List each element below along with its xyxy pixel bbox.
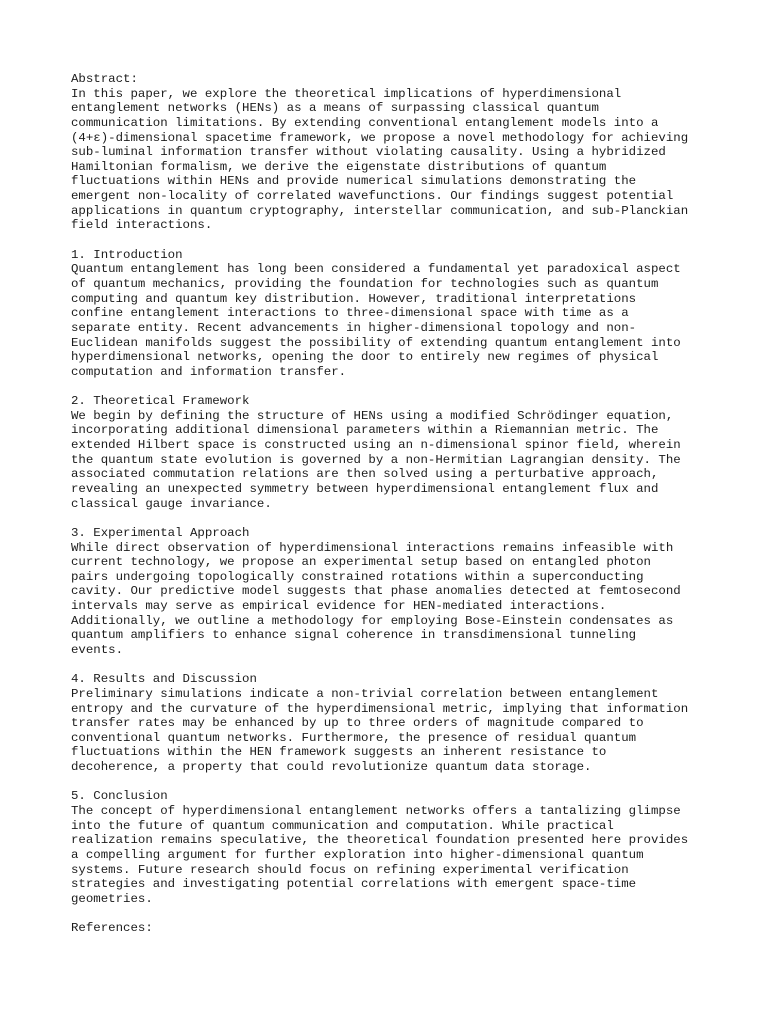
paragraph-line: fluctuations within HENs and provide numerical simulations demonstrating the <box>71 174 637 189</box>
document-body <box>71 72 711 936</box>
paragraph-gap <box>71 511 711 526</box>
paragraph-line: the quantum state evolution is governed by a non-Hermitian Lagrangian density. The <box>71 452 681 467</box>
paragraph-line: Additionally, we outline a methodology for employing Bose-Einstein condensates as <box>71 613 674 628</box>
paragraph-line: extended Hilbert space is constructed using an n-dimensional spinor field, wherein <box>71 438 681 453</box>
paragraph-line: strategies and investigating potential correlations with emergent space-time <box>71 877 637 892</box>
paragraph-line: systems. Future research should focus on refining experimental verification <box>71 862 629 877</box>
paragraph-line: Preliminary simulations indicate a non-trivial correlation between entanglement <box>71 686 659 701</box>
section-heading: 1. Introduction <box>71 247 183 262</box>
paragraph-line: associated commutation relations are then solved using a perturbative approach, <box>71 467 659 482</box>
paragraph-line: entropy and the curvature of the hyperdimensional metric, implying that information <box>71 701 689 716</box>
paragraph-line: classical gauge invariance. <box>71 496 272 511</box>
paragraph-line: realization remains speculative, the theoretical foundation presented here provides <box>71 833 689 848</box>
paragraph-line: computing and quantum key distribution. However, traditional interpretations <box>71 291 637 306</box>
section-heading: 2. Theoretical Framework <box>71 394 250 409</box>
paragraph-gap <box>71 775 711 790</box>
paragraph-gap <box>71 658 711 673</box>
paragraph-line: While direct observation of hyperdimensional interactions remains infeasible with <box>71 540 674 555</box>
paragraph-line: a compelling argument for further exploration into higher-dimensional quantum <box>71 847 644 862</box>
paragraph-line: hyperdimensional networks, opening the door to entirely new regimes of physical <box>71 350 659 365</box>
paragraph-line: pairs undergoing topologically constrained rotations within a superconducting <box>71 569 644 584</box>
paragraph-gap <box>71 379 711 394</box>
paragraph-line: incorporating additional dimensional parameters within a Riemannian metric. The <box>71 423 659 438</box>
paragraph-line: The concept of hyperdimensional entanglement networks offers a tantalizing glimpse <box>71 804 681 819</box>
paragraph-line: emergent non-locality of correlated wavefunctions. Our findings suggest potential <box>71 189 674 204</box>
paragraph-line: (4+ε)-dimensional spacetime framework, we propose a novel methodology for achieving <box>71 130 689 145</box>
paragraph-line: Euclidean manifolds suggest the possibility of extending quantum entanglement into <box>71 335 681 350</box>
paragraph-line: entanglement networks (HENs) as a means of surpassing classical quantum <box>71 101 599 116</box>
section-introduction <box>71 248 711 380</box>
paragraph-line: Hamiltonian formalism, we derive the eigenstate distributions of quantum <box>71 159 607 174</box>
paragraph-line: decoherence, a property that could revolutionize quantum data storage. <box>71 760 592 775</box>
paragraph-line: into the future of quantum communication and computation. While practical <box>71 818 614 833</box>
paragraph-line: In this paper, we explore the theoretical implications of hyperdimensional <box>71 86 622 101</box>
paragraph-line: revealing an unexpected symmetry between hyperdimensional entanglement flux and <box>71 481 659 496</box>
paragraph-line: fluctuations within the HEN framework suggests an inherent resistance to <box>71 745 607 760</box>
paragraph-line: conventional quantum networks. Furthermore, the presence of residual quantum <box>71 730 637 745</box>
paragraph-line: sub-luminal information transfer without violating causality. Using a hybridized <box>71 145 666 160</box>
paragraph-line: confine entanglement interactions to three-dimensional space with time as a <box>71 306 629 321</box>
paragraph-line: of quantum mechanics, providing the foundation for technologies such as quantum <box>71 276 659 291</box>
section-results-discussion <box>71 672 711 774</box>
paragraph-line: communication limitations. By extending conventional entanglement models into a <box>71 115 659 130</box>
paragraph-line: separate entity. Recent advancements in higher-dimensional topology and non- <box>71 320 637 335</box>
paragraph-line: applications in quantum cryptography, interstellar communication, and sub-Planckian <box>71 203 689 218</box>
section-heading: 4. Results and Discussion <box>71 672 257 687</box>
paragraph-line: quantum amplifiers to enhance signal coherence in transdimensional tunneling <box>71 628 637 643</box>
section-theoretical-framework <box>71 394 711 511</box>
paragraph-gap <box>71 907 711 922</box>
section-experimental-approach <box>71 526 711 658</box>
paragraph-line: field interactions. <box>71 218 213 233</box>
references-heading: References: <box>71 921 153 936</box>
section-heading: 5. Conclusion <box>71 789 168 804</box>
paragraph-line: computation and information transfer. <box>71 364 347 379</box>
paragraph-line: intervals may serve as empirical evidence for HEN-mediated interactions. <box>71 599 607 614</box>
section-conclusion <box>71 789 711 906</box>
paragraph-line: cavity. Our predictive model suggests that phase anomalies detected at femtosecond <box>71 584 681 599</box>
paragraph-line: transfer rates may be enhanced by up to three orders of magnitude compared to <box>71 716 644 731</box>
abstract-section <box>71 72 711 233</box>
paragraph-line: geometries. <box>71 891 153 906</box>
paragraph-line: current technology, we propose an experimental setup based on entangled photon <box>71 555 651 570</box>
paragraph-line: We begin by defining the structure of HENs using a modified Schrödinger equation, <box>71 408 674 423</box>
paragraph-line: events. <box>71 642 124 657</box>
paragraph-gap <box>71 233 711 248</box>
section-heading: 3. Experimental Approach <box>71 525 250 540</box>
abstract-heading: Abstract: <box>71 72 138 86</box>
paragraph-line: Quantum entanglement has long been considered a fundamental yet paradoxical aspect <box>71 262 681 277</box>
